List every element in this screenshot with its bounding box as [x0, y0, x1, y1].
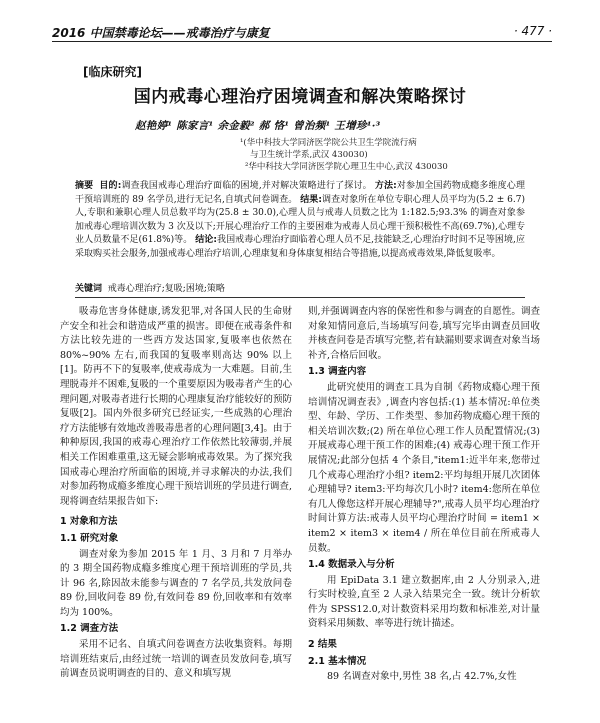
header-rule [52, 41, 552, 42]
purpose-text: 调查我国戒毒心理治疗面临的困境,并对解决策略进行了探讨。 [121, 181, 372, 191]
basic-paragraph: 89 名调查对象中,男性 38 名,占 42.7%,女性 [327, 671, 517, 683]
keywords [75, 281, 525, 294]
heading-methods: 1 对象和方法 [60, 516, 118, 528]
right-column [308, 305, 540, 685]
authors: 赵艳婷¹ 陈家言¹ 余金毅² 郝 恪¹ 曾治频¹ 王增珍¹·³ [135, 120, 381, 132]
heading-entry: 1.4 数据录入与分析 [308, 559, 395, 571]
purpose-label: 目的: [99, 181, 122, 191]
journal-title: 2016 中国禁毒论坛——戒毒治疗与康复 [52, 26, 270, 40]
result-text: 调查对象所在单位专职心理人员平均为(5.2 ± 6.7)人,专职和兼职心理人员总数平均为(25.8 ± 30.0),心理人员与戒毒人员数之比为 1:182.5;93.3% 的调查对象参加戒毒心理培训次数为 3 次及以下;开展心理治疗工作的主要困难为戒毒人员心理干预积极性不高(69.7%),心理专业人员数量不足(61.8%)等。 [75, 194, 525, 245]
result-label: 结果: [300, 194, 322, 205]
heading-basic: 2.1 基本情况 [308, 655, 367, 667]
section-tag: [临床研究] [83, 65, 142, 79]
affiliation-1-cont: 与卫生统计学系,武汉 430030) [250, 150, 368, 160]
conclusion-label: 结论: [195, 235, 217, 245]
page-number: · 477 · [513, 24, 552, 38]
entry-paragraph: 用 EpiData 3.1 建立数据库,由 2 人分别录入,进行实时校验,直至 2 人录入结果完全一致。统计分析软件为 SPSS12.0,对计数资料采用均数和标准差,对计量资料采用频数、率等进行统计描述。 [308, 574, 540, 630]
affiliation-2: ²华中科技大学同济医学院心理卫生中心,武汉 430030 [245, 162, 448, 172]
abstract-divider [75, 297, 525, 298]
method-label: 方法: [374, 181, 397, 191]
content-paragraph: 此研究使用的调查工具为自制《药物成瘾心理干预培训情况调查表》,调查内容包括:(1) 基本情况:单位类型、年龄、学历、工作类型、参加药物成瘾心理干预的相关培训次数;(2) 所在单位心理工作人员配置情况;(3) 开展戒毒心理干预工作的困难;(4) 戒毒心理干预工作开展情况;此部分包括 4 个条目,"item1:近半年来,您带过几个戒毒心理治疗小组? item2:平均每组开展几次团体心理辅导? item3:平均每次几小时? item4:您所在单位有几人像您这样开展心理辅导?",戒毒人员平均心理治疗时间计算方法:戒毒人员平均心理治疗时间 = item1 × item2 × item3 × item4 / 所在单位目前在所戒毒人员数。 [308, 381, 540, 554]
article-title: 国内戒毒心理治疗困境调查和解决策略探讨 [133, 87, 467, 107]
subjects-paragraph: 调查对象为参加 2015 年 1 月、3 月和 7 月举办的 3 期全国药物成瘾多维度心理干预培训班的学员,共计 96 名,除因故未能参与调查的 7 名学员,共发放问卷 89 份,回收问卷 89 份,有效问卷 89 份,回收率和有效率均为 100%。 [60, 548, 292, 618]
conclusion-text: 我国戒毒心理治疗面临着心理人员不足,技能缺乏,心理治疗时间不足等困境,应采取购买社会服务,加强戒毒心理治疗培训,心理康复和身体康复相结合等措施,以提高戒毒效果,降低复吸率。 [75, 235, 525, 259]
affiliation-1: ¹(华中科技大学同济医学院公共卫生学院流行病 [240, 138, 417, 148]
keywords-label: 关键词 [75, 284, 103, 294]
abstract-label: 摘要 [75, 181, 94, 191]
procedure-paragraph: 采用不记名、自填式问卷调查方法收集资料。每期培训班结束后,由经过统一培训的调查员发放问卷,填写前调查员说明调查的目的、意义和填写规 [60, 639, 292, 680]
heading-results: 2 结果 [308, 639, 337, 651]
abstract [75, 180, 525, 261]
intro-paragraph: 吸毒危害身体健康,诱发犯罪,对各国人民的生命财产安全和社会和谐造成严重的损害。即便在戒毒条件和方法比较先进的一些西方发达国家,复吸率也依然在 80%~90% 左右,而我国的复吸率则高达 90% 以上[1]。防再不下的复吸率,使戒毒成为一大难题。目前,生理脱毒并不困难,复吸的一个重要原因为吸毒者产生的心理问题,对吸毒者进行长期的心理康复治疗能较好的预防复吸[2]。国内外很多研究已经证实,一些成熟的心理治疗方法能够有效地改善吸毒患者的心理问题[3,4]。由于种种原因,我国的戒毒心理治疗工作依然比较薄弱,并展相关工作困难重重,这无疑会影响戒毒效果。为了探究我国戒毒心理治疗所面临的困境,并寻求解决的办法,我们对参加药物成瘾多维度心理干预培训班的学员进行调查,现将调查结果报告如下: [60, 306, 292, 507]
keywords-value: 戒毒心理治疗;复吸;困境;策略 [107, 284, 225, 294]
heading-subjects: 1.1 研究对象 [60, 532, 119, 544]
running-header [52, 22, 552, 42]
procedure-continued: 则,并强调调查内容的保密性和参与调查的自愿性。调查对象知情同意后,当场填写问卷,填写完毕由调查员回收并核查问卷是否填写完整,若有缺漏则要求调查对象当场补齐,合格后回收。 [308, 306, 540, 361]
left-column [60, 305, 292, 682]
method-text: 对参加全国药物成瘾多维度心理干预培训班的 89 名学员,进行无记名,自填式问卷调查。 [75, 181, 525, 205]
heading-procedure: 1.2 调查方法 [60, 623, 119, 635]
heading-content: 1.3 调查内容 [308, 366, 367, 378]
